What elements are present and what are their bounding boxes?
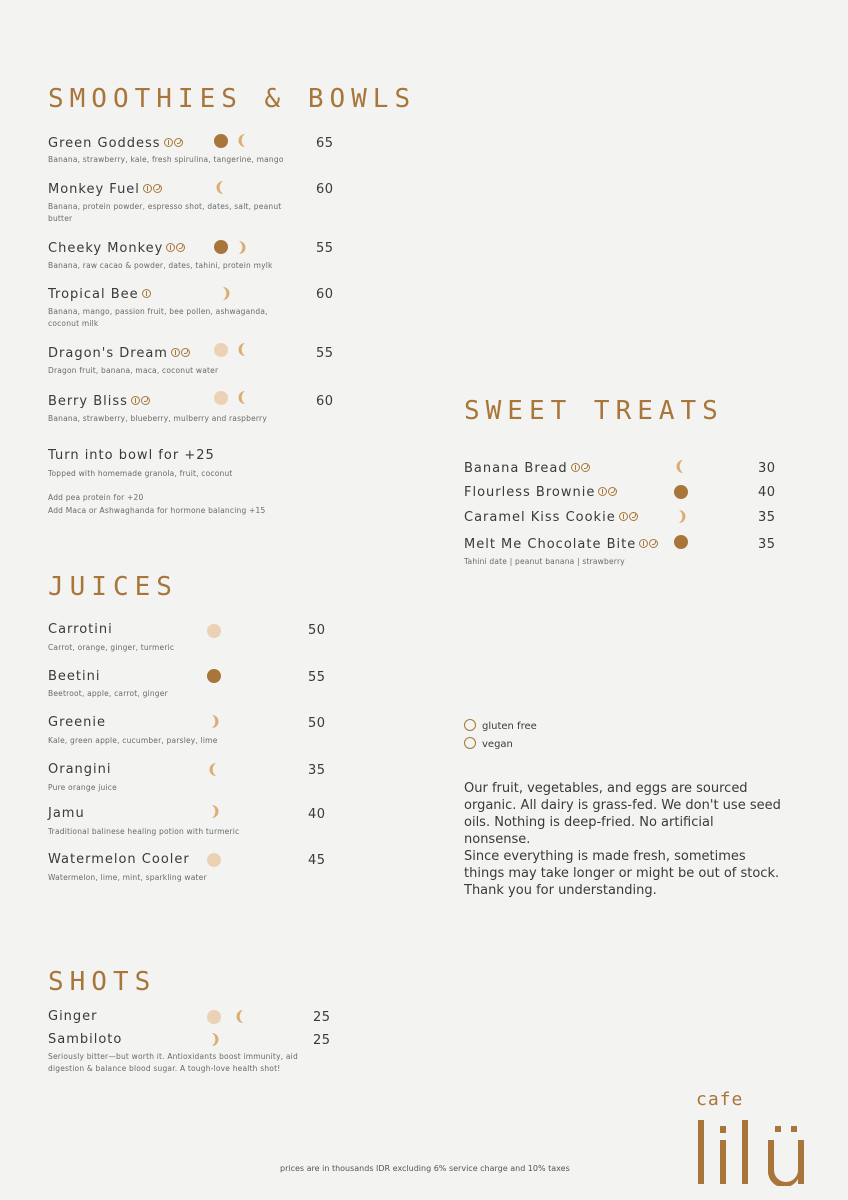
menu-item-name: Caramel Kiss Cookie [464, 509, 639, 525]
light-dot-icon [207, 853, 221, 867]
price: 50 [308, 623, 326, 638]
gluten-free-icon [639, 539, 648, 548]
crescent-moon-icon [207, 762, 221, 777]
price: 40 [758, 485, 776, 500]
price: 45 [308, 853, 326, 868]
menu-item-name: Ginger [48, 1009, 98, 1024]
price: 60 [316, 287, 334, 302]
vegan-icon [629, 512, 638, 521]
menu-item-description: Dragon fruit, banana, maca, coconut water [48, 366, 219, 375]
vegan-icon [608, 487, 617, 496]
menu-item-name: Orangini [48, 762, 112, 777]
vegan-icon [176, 243, 185, 252]
price: 35 [308, 763, 326, 778]
menu-item-description: Seriously bitter—but worth it. Antioxidants boost immunity, aid digestion & balance blood sugar. A tough-love health shot! [48, 1052, 298, 1073]
menu-item-name: Cheeky Monkey [48, 240, 186, 256]
waning-moon-icon [207, 804, 221, 819]
vegan-icon [649, 539, 658, 548]
price: 40 [308, 807, 326, 822]
dark-dot-icon [674, 535, 688, 549]
menu-item-name: Dragon's Dream [48, 345, 191, 361]
dark-dot-icon [674, 485, 688, 499]
addon-maca: Add Maca or Ashwaghanda for hormone balancing +15 [48, 506, 266, 515]
menu-item-description: Banana, raw cacao & powder, dates, tahini, protein mylk [48, 261, 273, 270]
menu-item-description: Carrot, orange, ginger, turmeric [48, 643, 175, 652]
menu-item-name: Flourless Brownie [464, 484, 618, 500]
logo-cafe-text: cafe [696, 1089, 744, 1110]
menu-item-description: Banana, strawberry, blueberry, mulberry and raspberry [48, 414, 267, 423]
vegan-icon [181, 348, 190, 357]
legend-gluten-free: gluten free [464, 714, 537, 733]
menu-item-name: Watermelon Cooler [48, 852, 190, 867]
gluten-free-icon [143, 184, 152, 193]
vegan-icon [174, 138, 183, 147]
crescent-moon-icon [236, 390, 250, 405]
gluten-free-icon [166, 243, 175, 252]
section-title-juices: JUICES [48, 572, 178, 602]
menu-item-name: Monkey Fuel [48, 181, 163, 197]
crescent-moon-icon [236, 342, 250, 357]
price: 55 [316, 241, 334, 256]
menu-item-description: Traditional balinese healing potion with turmeric [48, 827, 240, 836]
menu-item-name: Greenie [48, 715, 106, 730]
dark-dot-icon [214, 240, 228, 254]
crescent-moon-icon [214, 180, 228, 195]
vegan-icon [141, 396, 150, 405]
price: 60 [316, 394, 334, 409]
menu-item-name: Beetini [48, 669, 101, 684]
gluten-free-icon [571, 463, 580, 472]
price: 65 [316, 136, 334, 151]
menu-item-description: Watermelon, lime, mint, sparkling water [48, 873, 207, 882]
sourcing-note: Our fruit, vegetables, and eggs are sourced organic. All dairy is grass-fed. We don't use seed oils. Nothing is deep-fried. No artificial nonsense. [464, 781, 781, 847]
price: 35 [758, 537, 776, 552]
menu-item-description: Banana, strawberry, kale, fresh spirulina, tangerine, mango [48, 155, 284, 164]
gluten-free-icon [171, 348, 180, 357]
bowl-option-description: Topped with homemade granola, fruit, coconut [48, 469, 233, 478]
gluten-free-icon [131, 396, 140, 405]
gluten-free-icon [164, 138, 173, 147]
menu-item-name: Green Goddess [48, 135, 184, 151]
waning-moon-icon [218, 286, 232, 301]
freshness-note: Since everything is made fresh, sometimes things may take longer or might be out of stock. Thank you for understanding. [464, 849, 780, 898]
legend-vegan: vegan [464, 732, 513, 751]
gluten-free-icon [598, 487, 607, 496]
menu-item-name: Sambiloto [48, 1032, 123, 1047]
crescent-moon-icon [236, 133, 250, 148]
waning-moon-icon [674, 509, 688, 524]
price: 60 [316, 182, 334, 197]
gluten-free-icon [142, 289, 151, 298]
gluten-free-icon [464, 719, 476, 731]
menu-item-name: Banana Bread [464, 460, 591, 476]
price: 35 [758, 510, 776, 525]
light-dot-icon [214, 343, 228, 357]
menu-item-name: Carrotini [48, 622, 113, 637]
light-dot-icon [214, 391, 228, 405]
bowl-option-title: Turn into bowl for +25 [48, 448, 215, 463]
logo-lilu [696, 1114, 836, 1186]
price: 50 [308, 716, 326, 731]
price: 25 [313, 1033, 331, 1048]
waning-moon-icon [207, 714, 221, 729]
vegan-icon [581, 463, 590, 472]
section-title-smoothies: SMOOTHIES & BOWLS [48, 84, 417, 114]
menu-item-description: Pure orange juice [48, 783, 117, 792]
menu-item-name: Berry Bliss [48, 393, 151, 409]
waning-moon-icon [207, 1032, 221, 1047]
light-dot-icon [207, 624, 221, 638]
price: 55 [308, 670, 326, 685]
section-title-shots: SHOTS [48, 967, 157, 997]
crescent-moon-icon [674, 459, 688, 474]
addon-pea-protein: Add pea protein for +20 [48, 493, 144, 502]
section-title-sweet-treats: SWEET TREATS [464, 396, 724, 426]
vegan-icon [153, 184, 162, 193]
dark-dot-icon [207, 669, 221, 683]
vegan-icon [464, 737, 476, 749]
menu-item-name: Tropical Bee [48, 286, 152, 302]
menu-item-name: Melt Me Chocolate Bite [464, 536, 659, 552]
price: 55 [316, 346, 334, 361]
gluten-free-icon [619, 512, 628, 521]
waning-moon-icon [234, 240, 248, 255]
price: 25 [313, 1010, 331, 1025]
crescent-moon-icon [234, 1009, 248, 1024]
menu-item-name: Jamu [48, 806, 85, 821]
price-footnote: prices are in thousands IDR excluding 6% service charge and 10% taxes [280, 1164, 570, 1173]
menu-item-description: Banana, protein powder, espresso shot, dates, salt, peanut butter [48, 202, 282, 223]
dark-dot-icon [214, 134, 228, 148]
menu-item-description: Banana, mango, passion fruit, bee pollen, ashwaganda, coconut milk [48, 307, 268, 328]
menu-item-description: Tahini date | peanut banana | strawberry [464, 557, 625, 566]
price: 30 [758, 461, 776, 476]
menu-item-description: Beetroot, apple, carrot, ginger [48, 689, 168, 698]
light-dot-icon [207, 1010, 221, 1024]
menu-item-description: Kale, green apple, cucumber, parsley, lime [48, 736, 218, 745]
